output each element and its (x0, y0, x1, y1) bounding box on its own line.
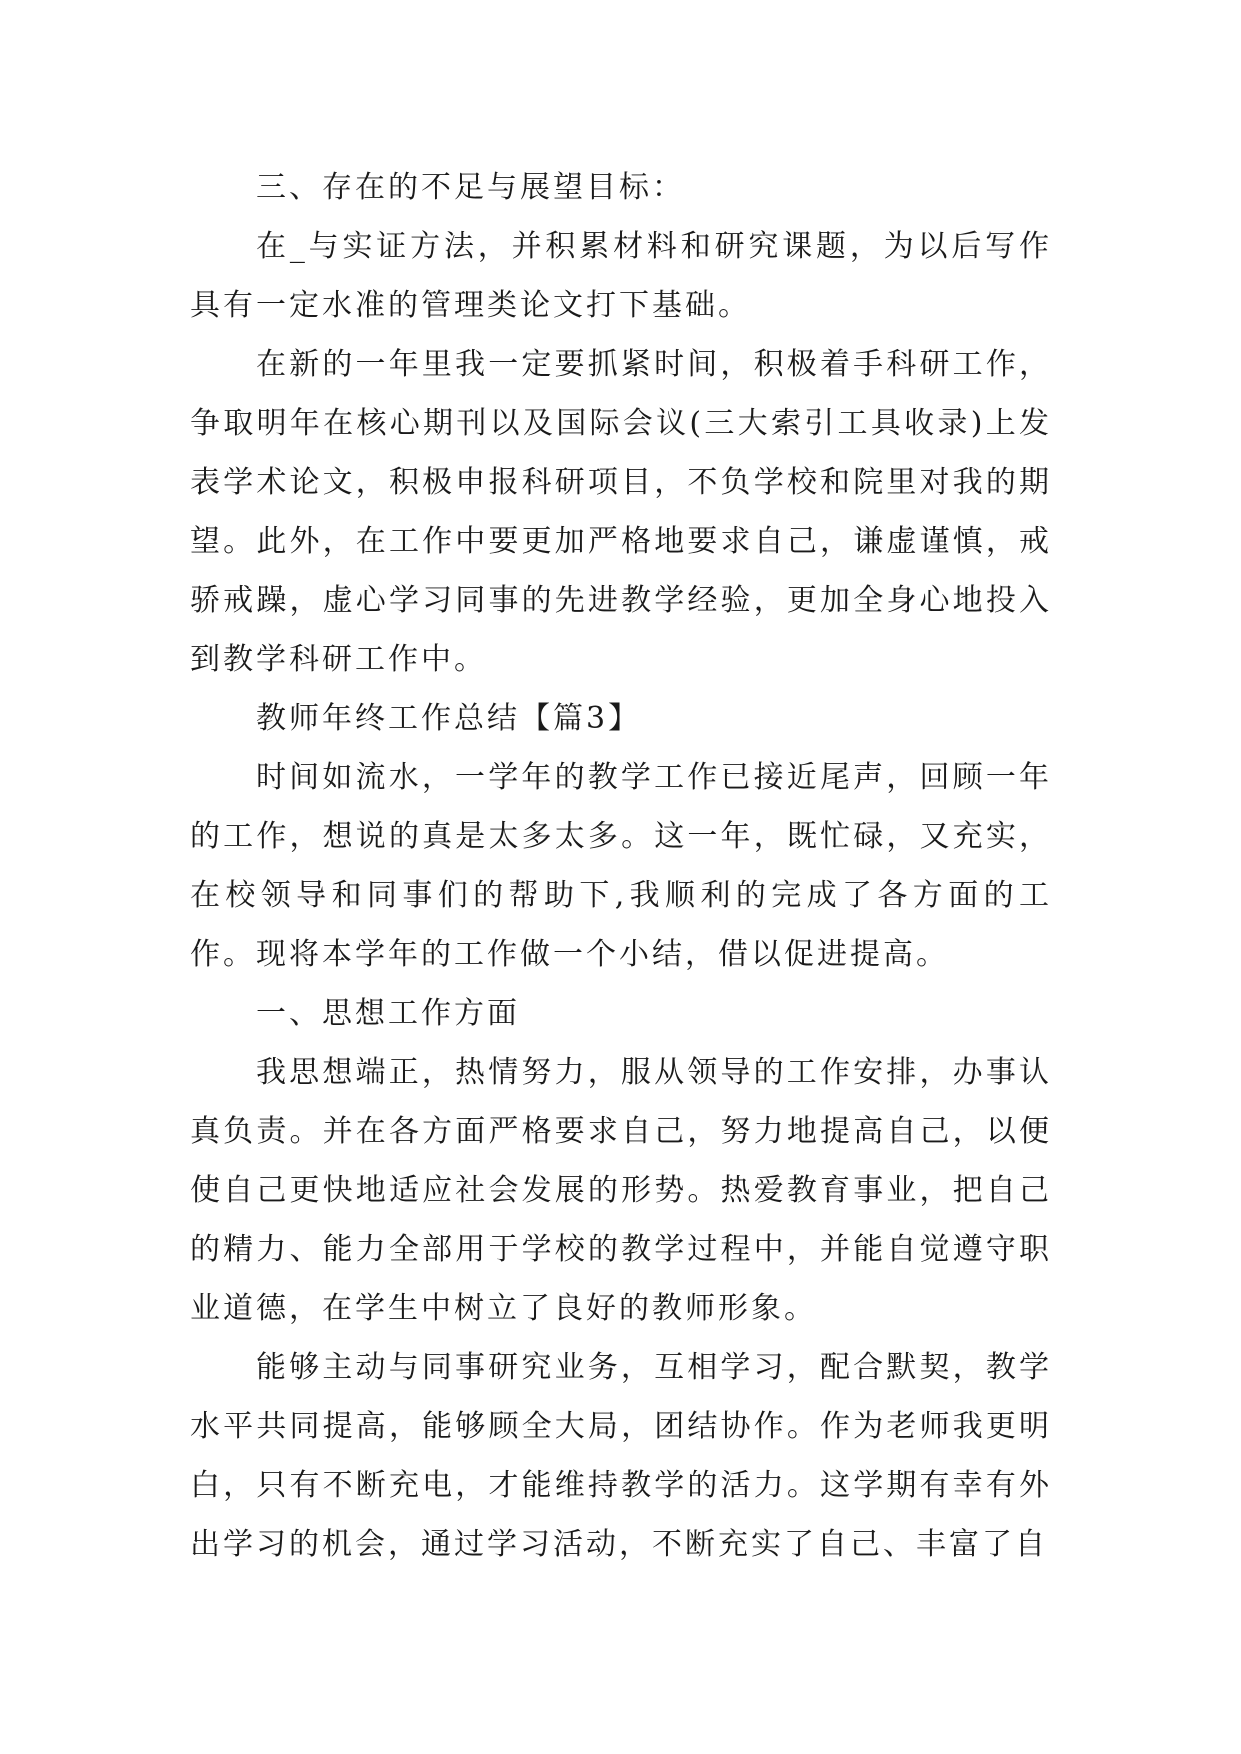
paragraph: 在_与实证方法，并积累材料和研究课题，为以后写作具有一定水准的管理类论文打下基础。 (190, 229, 1052, 323)
section-heading-ideology: 一、思想工作方面 (256, 996, 520, 1031)
paragraph: 我思想端正，热情努力，服从领导的工作安排，办事认真负责。并在各方面严格要求自己，努力地提高自己，以便使自己更快地适应社会发展的形势。热爱教育事业，把自己的精力、能力全部用于学校的教学过程中，并能自觉遵守职业道德，在学生中树立了良好的教师形象。 (190, 1055, 1052, 1326)
paragraph: 时间如流水，一学年的教学工作已接近尾声，回顾一年的工作，想说的真是太多太多。这一年，既忙碌，又充实，在校领导和同事们的帮助下,我顺利的完成了各方面的工作。现将本学年的工作做一个小结，借以促进提高。 (190, 760, 1052, 972)
section-heading-shortcomings: 三、存在的不足与展望目标： (256, 170, 685, 205)
article-title: 教师年终工作总结【篇3】 (256, 701, 642, 736)
document-body (190, 158, 1052, 1574)
paragraph: 在新的一年里我一定要抓紧时间，积极着手科研工作，争取明年在核心期刊以及国际会议(三大索引工具收录)上发表学术论文，积极申报科研项目，不负学校和院里对我的期望。此外，在工作中要更加严格地要求自己，谦虚谨慎，戒骄戒躁，虚心学习同事的先进教学经验，更加全身心地投入到教学科研工作中。 (190, 347, 1052, 677)
paragraph: 能够主动与同事研究业务，互相学习，配合默契，教学水平共同提高，能够顾全大局，团结协作。作为老师我更明白，只有不断充电，才能维持教学的活力。这学期有幸有外出学习的机会，通过学习活动，不断充实了自己、丰富了自 (190, 1350, 1052, 1562)
